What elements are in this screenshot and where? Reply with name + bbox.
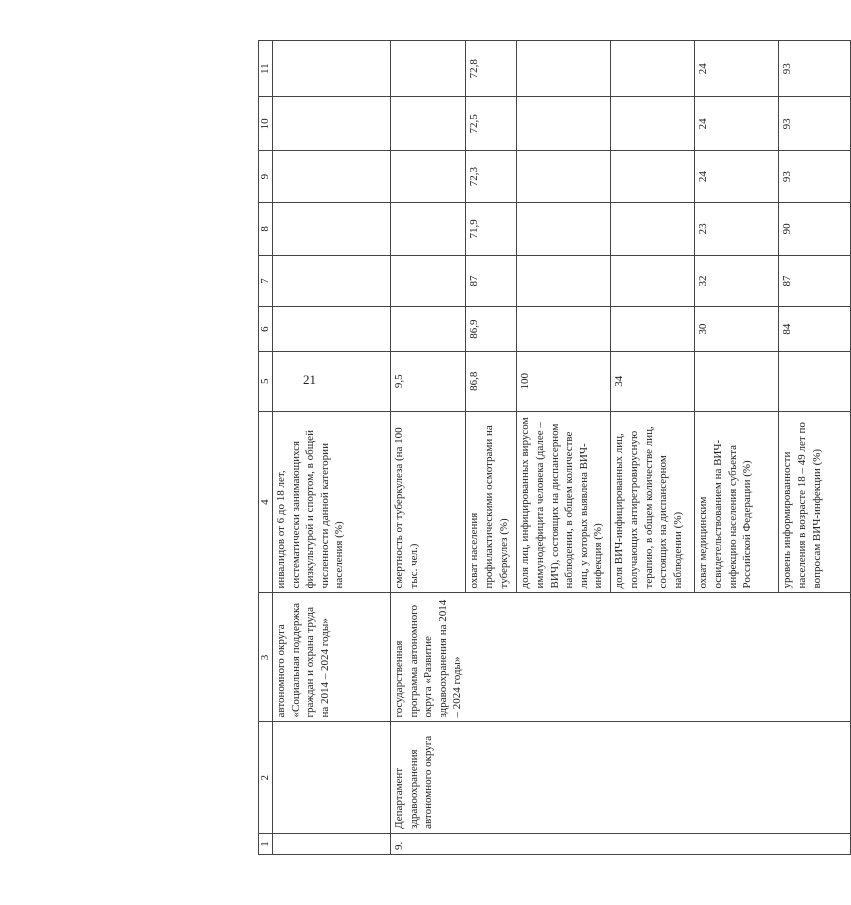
value-cell (273, 151, 391, 203)
row-number (611, 833, 695, 854)
value-cell (779, 351, 851, 411)
value-cell: 24 (695, 151, 779, 203)
program-cell (517, 593, 611, 722)
row-number (779, 833, 851, 854)
indicator-cell: доля лиц, инфицированных вирусом иммунодефицита человека (далее – ВИЧ), состоящих на диспансерном наблюдении, в общем количестве лиц, у которых выявлена ВИЧ-инфекция (%) (517, 411, 611, 593)
value-cell (611, 202, 695, 255)
indicator-cell: охват медицинским освидетельствованием на ВИЧ-инфекцию населения субъекта Российской Федерации (%) (695, 411, 779, 593)
value-cell (273, 307, 391, 352)
value-cell (517, 41, 611, 97)
table-row (466, 41, 517, 855)
value-cell (695, 351, 779, 411)
row-number (517, 833, 611, 854)
department-cell (611, 722, 695, 833)
value-cell (391, 41, 466, 97)
column-number: 4 (259, 411, 273, 593)
page-number: 21 (303, 372, 316, 387)
program-cell: государственная программа автономного округа «Развитие здравоохранения на 2014 – 2024 годы» (391, 593, 466, 722)
value-cell: 87 (466, 255, 517, 307)
value-cell: 72,8 (466, 41, 517, 97)
value-cell (517, 97, 611, 151)
table-row (779, 41, 851, 855)
value-cell (517, 202, 611, 255)
value-cell (273, 202, 391, 255)
program-cell (695, 593, 779, 722)
table-row (695, 41, 779, 855)
department-cell (695, 722, 779, 833)
column-number: 11 (259, 41, 273, 97)
indicator-table (258, 40, 851, 855)
value-cell: 9,5 (391, 351, 466, 411)
value-cell (391, 255, 466, 307)
value-cell: 84 (779, 307, 851, 352)
department-cell (466, 722, 517, 833)
value-cell (611, 151, 695, 203)
table-row (517, 41, 611, 855)
department-cell (517, 722, 611, 833)
value-cell: 93 (779, 97, 851, 151)
column-number: 5 (259, 351, 273, 411)
column-number: 2 (259, 722, 273, 833)
column-number: 9 (259, 151, 273, 203)
table-header-row (259, 41, 273, 855)
indicator-cell: доля ВИЧ-инфицированных лиц, получающих антиретровирусную терапию, в общем количестве лиц, состоящих на диспансерном наблюдении (%) (611, 411, 695, 593)
column-number: 6 (259, 307, 273, 352)
value-cell (273, 97, 391, 151)
table-row (273, 41, 391, 855)
value-cell (273, 255, 391, 307)
value-cell: 93 (779, 151, 851, 203)
column-number: 8 (259, 202, 273, 255)
value-cell: 72,5 (466, 97, 517, 151)
row-number (466, 833, 517, 854)
program-cell (611, 593, 695, 722)
program-cell (779, 593, 851, 722)
table-row (611, 41, 695, 855)
program-cell (466, 593, 517, 722)
value-cell: 30 (695, 307, 779, 352)
value-cell: 90 (779, 202, 851, 255)
value-cell: 87 (779, 255, 851, 307)
row-number (273, 833, 391, 854)
department-cell: Департамент здравоохранения автономного округа (391, 722, 466, 833)
value-cell: 86,8 (466, 351, 517, 411)
value-cell (391, 151, 466, 203)
value-cell (517, 151, 611, 203)
department-cell (273, 722, 391, 833)
value-cell (517, 255, 611, 307)
value-cell (273, 351, 391, 411)
row-number (695, 833, 779, 854)
column-number: 10 (259, 97, 273, 151)
value-cell: 71,9 (466, 202, 517, 255)
value-cell: 23 (695, 202, 779, 255)
indicator-cell: охват населения профилактическими осмотрами на туберкулез (%) (466, 411, 517, 593)
value-cell (391, 97, 466, 151)
value-cell (611, 255, 695, 307)
value-cell: 24 (695, 41, 779, 97)
row-number: 9. (391, 833, 466, 854)
program-cell: автономного округа «Социальная поддержка граждан и охрана труда на 2014 – 2024 годы» (273, 593, 391, 722)
value-cell (391, 202, 466, 255)
indicator-cell: уровень информированности населения в возрасте 18 – 49 лет по вопросам ВИЧ-инфекции (%) (779, 411, 851, 593)
table-row (391, 41, 466, 855)
value-cell: 86,9 (466, 307, 517, 352)
column-number: 3 (259, 593, 273, 722)
department-cell (779, 722, 851, 833)
value-cell: 32 (695, 255, 779, 307)
value-cell (611, 97, 695, 151)
column-number: 1 (259, 833, 273, 854)
value-cell (391, 307, 466, 352)
value-cell: 34 (611, 351, 695, 411)
value-cell (273, 41, 391, 97)
value-cell: 72,3 (466, 151, 517, 203)
value-cell (611, 307, 695, 352)
indicator-cell: смертность от туберкулеза (на 100 тыс. чел.) (391, 411, 466, 593)
column-number: 7 (259, 255, 273, 307)
value-cell: 24 (695, 97, 779, 151)
indicator-cell: инвалидов от 6 до 18 лет, систематически занимающихся физкультурой и спортом, в общей численности данной категории населения (%) (273, 411, 391, 593)
value-cell: 93 (779, 41, 851, 97)
value-cell (517, 307, 611, 352)
value-cell: 100 (517, 351, 611, 411)
value-cell (611, 41, 695, 97)
